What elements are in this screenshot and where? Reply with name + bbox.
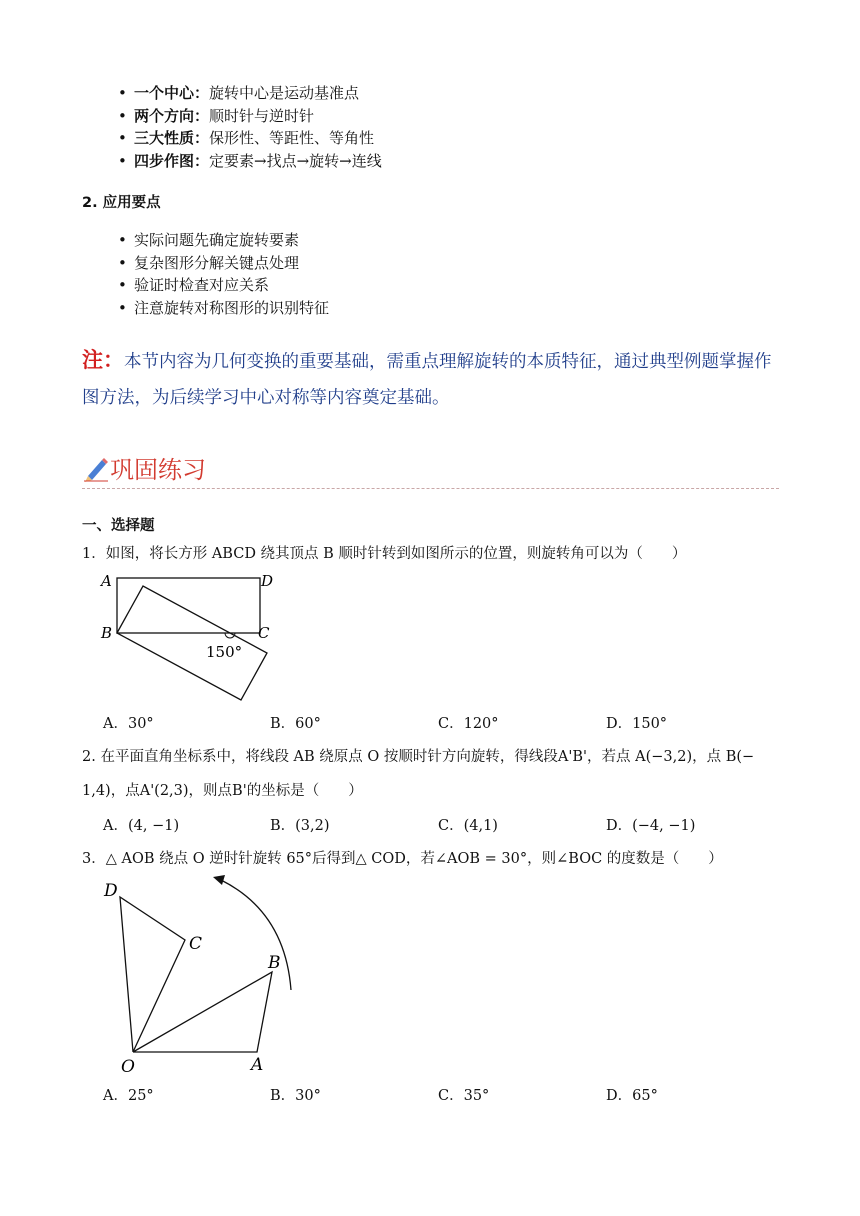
practice-banner	[82, 450, 206, 485]
option-c[interactable]: C．120°	[438, 716, 499, 732]
list-item: • 实际问题先确定旋转要素	[118, 229, 329, 252]
option-a[interactable]: A．(4, −1)	[103, 818, 180, 834]
option-d[interactable]: D．150°	[606, 716, 668, 732]
question-3-figure	[95, 872, 305, 1077]
section-heading: 2. 应用要点	[82, 195, 161, 211]
pencil-icon	[82, 454, 110, 482]
label-c: C	[258, 624, 270, 642]
divider	[82, 488, 779, 489]
label-a: A	[101, 572, 112, 590]
label-c: C	[189, 934, 203, 954]
option-d[interactable]: D．65°	[606, 1088, 658, 1104]
question-2-stem-line1: 2. 在平面直角坐标系中，将线段 AB 绕原点 O 按顺时针方向旋转，得线段A'B'，若点 A(−3,2)，点 B(−	[82, 749, 755, 765]
list-item: • 一个中心：旋转中心是运动基准点	[118, 82, 382, 105]
option-b[interactable]: B．60°	[270, 716, 321, 732]
note-label: 注：	[82, 347, 124, 372]
question-1-options	[0, 712, 860, 732]
list-item: • 两个方向：顺时针与逆时针	[118, 105, 382, 128]
question-3-options	[0, 1084, 860, 1104]
option-d[interactable]: D．(−4, −1)	[606, 818, 696, 834]
list-item: • 四步作图：定要素→找点→旋转→连线	[118, 150, 382, 173]
list-item: • 三大性质：保形性、等距性、等角性	[118, 127, 382, 150]
section-title: 一、选择题	[82, 518, 155, 534]
option-c[interactable]: C．35°	[438, 1088, 490, 1104]
note-text: 本节内容为几何变换的重要基础，需重点理解旋转的本质特征，通过典型例题掌握作图方法，为后续学习中心对称等内容奠定基础。	[82, 352, 772, 408]
question-2-stem-line2: 1,4)，点A'(2,3)，则点B'的坐标是（ ）	[82, 783, 363, 799]
question-1-stem: 1．如图，将长方形 ABCD 绕其顶点 B 顺时针转到如图所示的位置，则旋转角可以为（ ）	[82, 546, 687, 562]
list-item: • 验证时检查对应关系	[118, 274, 329, 297]
properties-list	[118, 82, 382, 172]
question-2-options	[0, 814, 860, 834]
question-3-stem: 3．△ AOB 绕点 O 逆时针旋转 65°后得到△ COD，若∠AOB = 30°，则∠BOC 的度数是（ ）	[82, 851, 723, 867]
angle-label: 150°	[206, 643, 243, 661]
label-a: A	[251, 1055, 264, 1075]
option-b[interactable]: B．(3,2)	[270, 818, 330, 834]
option-c[interactable]: C．(4,1)	[438, 818, 498, 834]
list-item: • 注意旋转对称图形的识别特征	[118, 297, 329, 320]
label-d: D	[104, 881, 118, 901]
application-list	[118, 229, 329, 319]
note-paragraph	[82, 342, 782, 416]
label-b: B	[101, 624, 113, 642]
question-1-figure	[95, 568, 275, 708]
label-o: O	[121, 1057, 135, 1077]
option-a[interactable]: A．30°	[103, 716, 154, 732]
list-item: • 复杂图形分解关键点处理	[118, 252, 329, 275]
option-a[interactable]: A．25°	[103, 1088, 154, 1104]
label-b: B	[268, 953, 281, 973]
banner-title: 巩固练习	[110, 456, 206, 484]
option-b[interactable]: B．30°	[270, 1088, 321, 1104]
label-d: D	[261, 572, 274, 590]
